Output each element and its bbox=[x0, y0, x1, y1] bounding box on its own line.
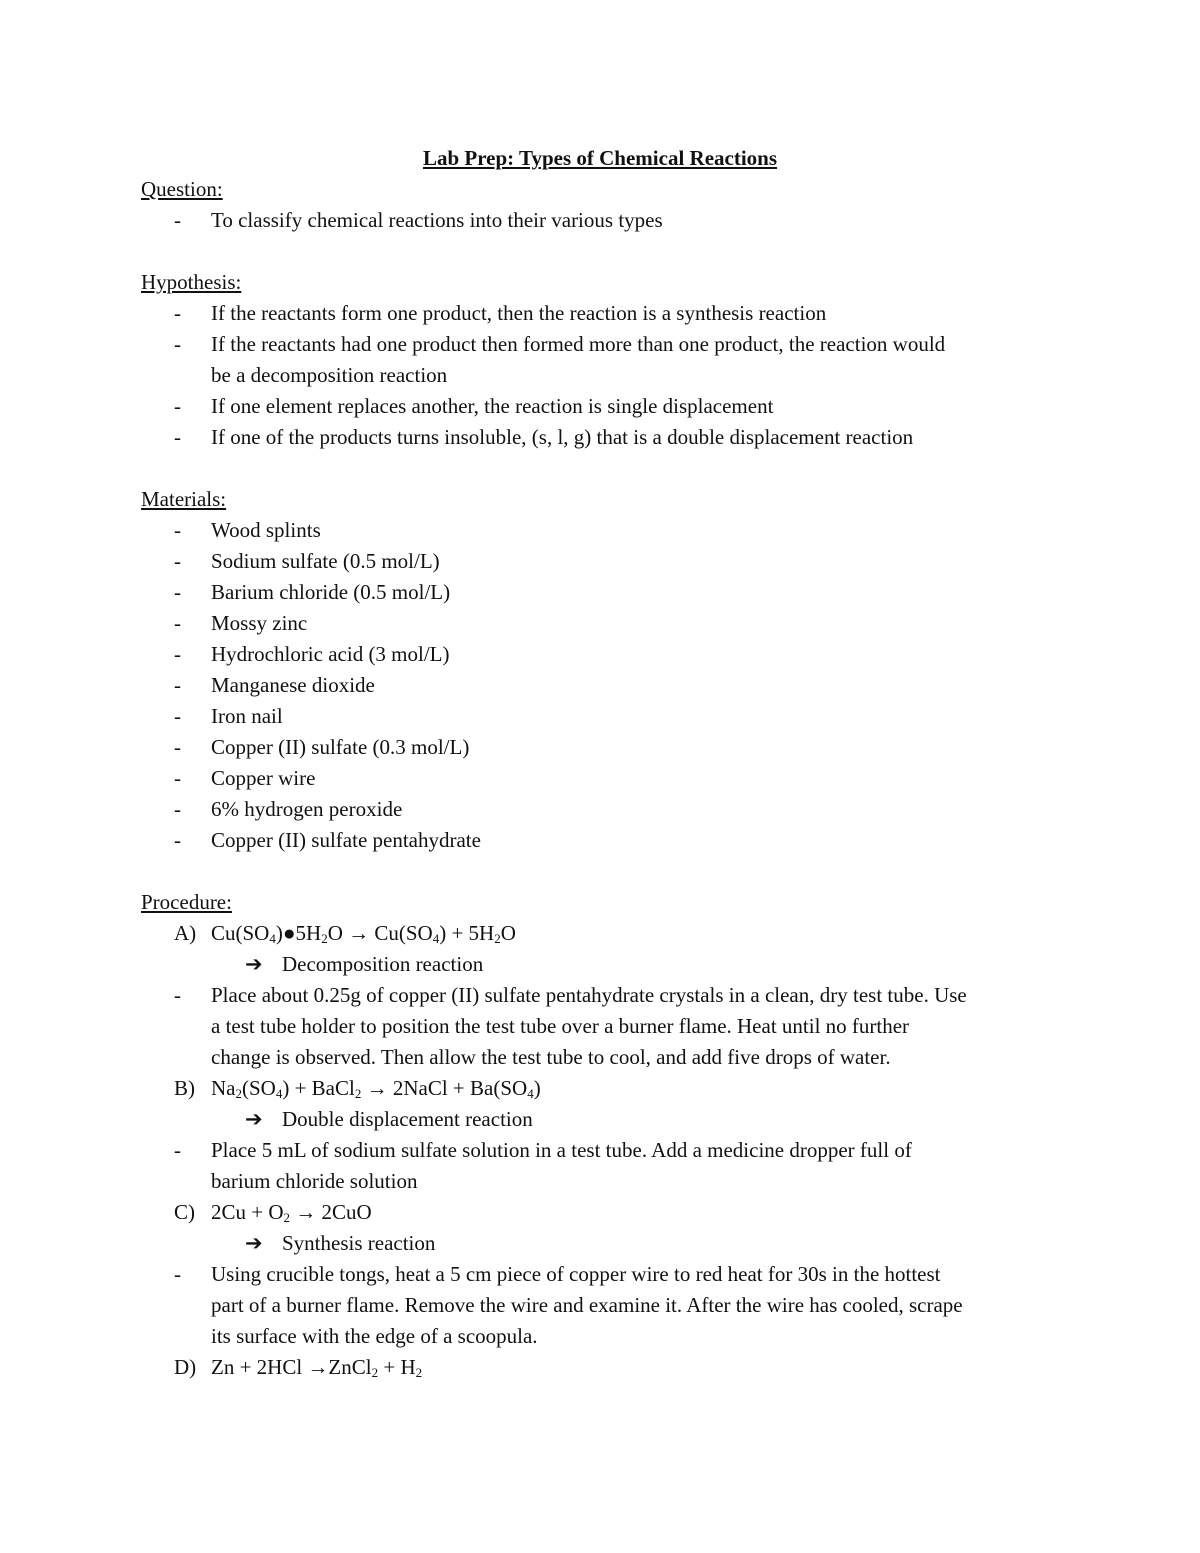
list-item bbox=[141, 1135, 1071, 1166]
list-item-text: a test tube holder to position the test tube over a burner flame. Heat until no further bbox=[211, 1014, 910, 1038]
subscript: 2 bbox=[321, 931, 328, 946]
list-item bbox=[141, 701, 1071, 732]
arrow-icon: ➔ bbox=[245, 1107, 263, 1131]
list-item bbox=[141, 763, 1071, 794]
list-item bbox=[141, 732, 1071, 763]
list-item bbox=[141, 980, 1071, 1011]
list-item bbox=[141, 422, 1071, 453]
step-letter: D) bbox=[174, 1355, 197, 1379]
list-item bbox=[141, 1290, 1071, 1321]
list-item-text: Copper (II) sulfate pentahydrate bbox=[211, 828, 481, 852]
reaction-type-line bbox=[141, 949, 1071, 980]
arrow-icon: ➔ bbox=[245, 952, 263, 976]
bullet-marker: - bbox=[174, 735, 181, 759]
list-item-text: Iron nail bbox=[211, 704, 283, 728]
equation-part: Zn + 2HCl →ZnCl bbox=[211, 1355, 372, 1379]
list-item bbox=[141, 1321, 1071, 1352]
chemical-equation bbox=[211, 1197, 372, 1228]
list-item-text: change is observed. Then allow the test tube to cool, and add five drops of water. bbox=[211, 1045, 891, 1069]
list-item bbox=[141, 360, 1071, 391]
bullet-marker: - bbox=[174, 425, 181, 449]
list-item-text: Copper (II) sulfate (0.3 mol/L) bbox=[211, 735, 470, 759]
equation-part: Na bbox=[211, 1076, 236, 1100]
list-item-text: If one element replaces another, the reaction is single displacement bbox=[211, 394, 774, 418]
list-item bbox=[141, 391, 1071, 422]
equation-part: ) + BaCl bbox=[282, 1076, 355, 1100]
list-item-text: part of a burner flame. Remove the wire and examine it. After the wire has cooled, scrape bbox=[211, 1293, 963, 1317]
bullet-marker: - bbox=[174, 301, 181, 325]
list-item bbox=[141, 1259, 1071, 1290]
bullet-marker: - bbox=[174, 642, 181, 666]
blank-line bbox=[141, 856, 1071, 887]
list-item bbox=[141, 608, 1071, 639]
list-item bbox=[141, 670, 1071, 701]
list-item-text: Manganese dioxide bbox=[211, 673, 375, 697]
bullet-marker: - bbox=[174, 332, 181, 356]
bullet-marker: - bbox=[174, 828, 181, 852]
procedure-equation-line bbox=[141, 1073, 1071, 1104]
equation-part: )●5H bbox=[275, 921, 322, 945]
bullet-marker: - bbox=[174, 580, 181, 604]
list-item bbox=[141, 825, 1071, 856]
list-item bbox=[141, 329, 1071, 360]
list-item bbox=[141, 515, 1071, 546]
equation-part: O → Cu(SO bbox=[327, 921, 433, 945]
bullet-marker: - bbox=[174, 1262, 181, 1286]
list-item-text: 6% hydrogen peroxide bbox=[211, 797, 403, 821]
procedure-equation-line bbox=[141, 1197, 1071, 1228]
list-item bbox=[141, 639, 1071, 670]
reaction-type: Double displacement reaction bbox=[282, 1107, 533, 1131]
reaction-type-line bbox=[141, 1228, 1071, 1259]
subscript: 4 bbox=[432, 931, 440, 946]
procedure-equation-line bbox=[141, 918, 1071, 949]
bullet-marker: - bbox=[174, 704, 181, 728]
equation-part: → 2NaCl + Ba(SO bbox=[361, 1076, 528, 1100]
list-item-text: Copper wire bbox=[211, 766, 316, 790]
step-letter: A) bbox=[174, 921, 197, 945]
document-body bbox=[141, 174, 1071, 1383]
section-heading: Question: bbox=[141, 177, 223, 201]
list-item-text: be a decomposition reaction bbox=[211, 363, 448, 387]
list-item bbox=[141, 1042, 1071, 1073]
subscript: 2 bbox=[283, 1210, 291, 1225]
list-item-text: barium chloride solution bbox=[211, 1169, 418, 1193]
list-item-text: its surface with the edge of a scoopula. bbox=[211, 1324, 538, 1348]
subscript: 2 bbox=[235, 1086, 242, 1101]
equation-part: → 2CuO bbox=[290, 1200, 372, 1224]
blank-line bbox=[141, 236, 1071, 267]
list-item-text: To classify chemical reactions into their various types bbox=[211, 208, 663, 232]
equation-part: (SO bbox=[242, 1076, 276, 1100]
list-item-text: Using crucible tongs, heat a 5 cm piece of copper wire to red heat for 30s in the hottest bbox=[211, 1262, 941, 1286]
list-item-text: Sodium sulfate (0.5 mol/L) bbox=[211, 549, 440, 573]
list-item-text: If the reactants form one product, then the reaction is a synthesis reaction bbox=[211, 301, 827, 325]
bullet-marker: - bbox=[174, 673, 181, 697]
chemical-equation bbox=[211, 918, 516, 949]
chemical-equation bbox=[211, 1352, 422, 1383]
bullet-marker: - bbox=[174, 549, 181, 573]
page-title: Lab Prep: Types of Chemical Reactions bbox=[422, 146, 778, 170]
bullet-marker: - bbox=[174, 518, 181, 542]
equation-part: ) + 5H bbox=[439, 921, 495, 945]
subscript: 2 bbox=[415, 1365, 423, 1380]
subscript: 2 bbox=[354, 1086, 362, 1101]
subscript: 2 bbox=[371, 1365, 379, 1380]
section-heading: Hypothesis: bbox=[141, 270, 242, 294]
list-item bbox=[141, 794, 1071, 825]
bullet-marker: - bbox=[174, 983, 181, 1007]
subscript: 4 bbox=[275, 1086, 283, 1101]
list-item-text: Barium chloride (0.5 mol/L) bbox=[211, 580, 451, 604]
list-item bbox=[141, 298, 1071, 329]
list-item-text: Hydrochloric acid (3 mol/L) bbox=[211, 642, 450, 666]
bullet-marker: - bbox=[174, 611, 181, 635]
section-heading: Materials: bbox=[141, 487, 227, 511]
bullet-marker: - bbox=[174, 394, 181, 418]
procedure-equation-line bbox=[141, 1352, 1071, 1383]
list-item-text: If one of the products turns insoluble, (s, l, g) that is a double displacement reaction bbox=[211, 425, 914, 449]
step-letter: B) bbox=[174, 1076, 195, 1100]
list-item-text: Mossy zinc bbox=[211, 611, 308, 635]
reaction-type: Synthesis reaction bbox=[282, 1231, 436, 1255]
list-item-text: Place 5 mL of sodium sulfate solution in a test tube. Add a medicine dropper full of bbox=[211, 1138, 912, 1162]
list-item bbox=[141, 1166, 1071, 1197]
list-item bbox=[141, 205, 1071, 236]
list-item bbox=[141, 1011, 1071, 1042]
reaction-type: Decomposition reaction bbox=[282, 952, 484, 976]
subscript: 2 bbox=[494, 931, 501, 946]
equation-part: ) bbox=[533, 1076, 541, 1100]
bullet-marker: - bbox=[174, 797, 181, 821]
reaction-type-line bbox=[141, 1104, 1071, 1135]
equation-part: Cu(SO bbox=[211, 921, 270, 945]
step-letter: C) bbox=[174, 1200, 195, 1224]
blank-line bbox=[141, 453, 1071, 484]
chemical-equation bbox=[211, 1073, 541, 1104]
list-item bbox=[141, 546, 1071, 577]
subscript: 4 bbox=[527, 1086, 534, 1101]
bullet-marker: - bbox=[174, 1138, 181, 1162]
equation-part: 2Cu + O bbox=[211, 1200, 284, 1224]
list-item bbox=[141, 577, 1071, 608]
bullet-marker: - bbox=[174, 766, 181, 790]
list-item-text: Place about 0.25g of copper (II) sulfate pentahydrate crystals in a clean, dry test tube. Use bbox=[211, 983, 967, 1007]
equation-part: O bbox=[500, 921, 516, 945]
arrow-icon: ➔ bbox=[245, 1231, 263, 1255]
equation-part: + H bbox=[378, 1355, 416, 1379]
list-item-text: Wood splints bbox=[211, 518, 321, 542]
bullet-marker: - bbox=[174, 208, 181, 232]
list-item-text: If the reactants had one product then formed more than one product, the reaction would bbox=[211, 332, 946, 356]
subscript: 4 bbox=[269, 931, 276, 946]
section-heading: Procedure: bbox=[141, 890, 232, 914]
